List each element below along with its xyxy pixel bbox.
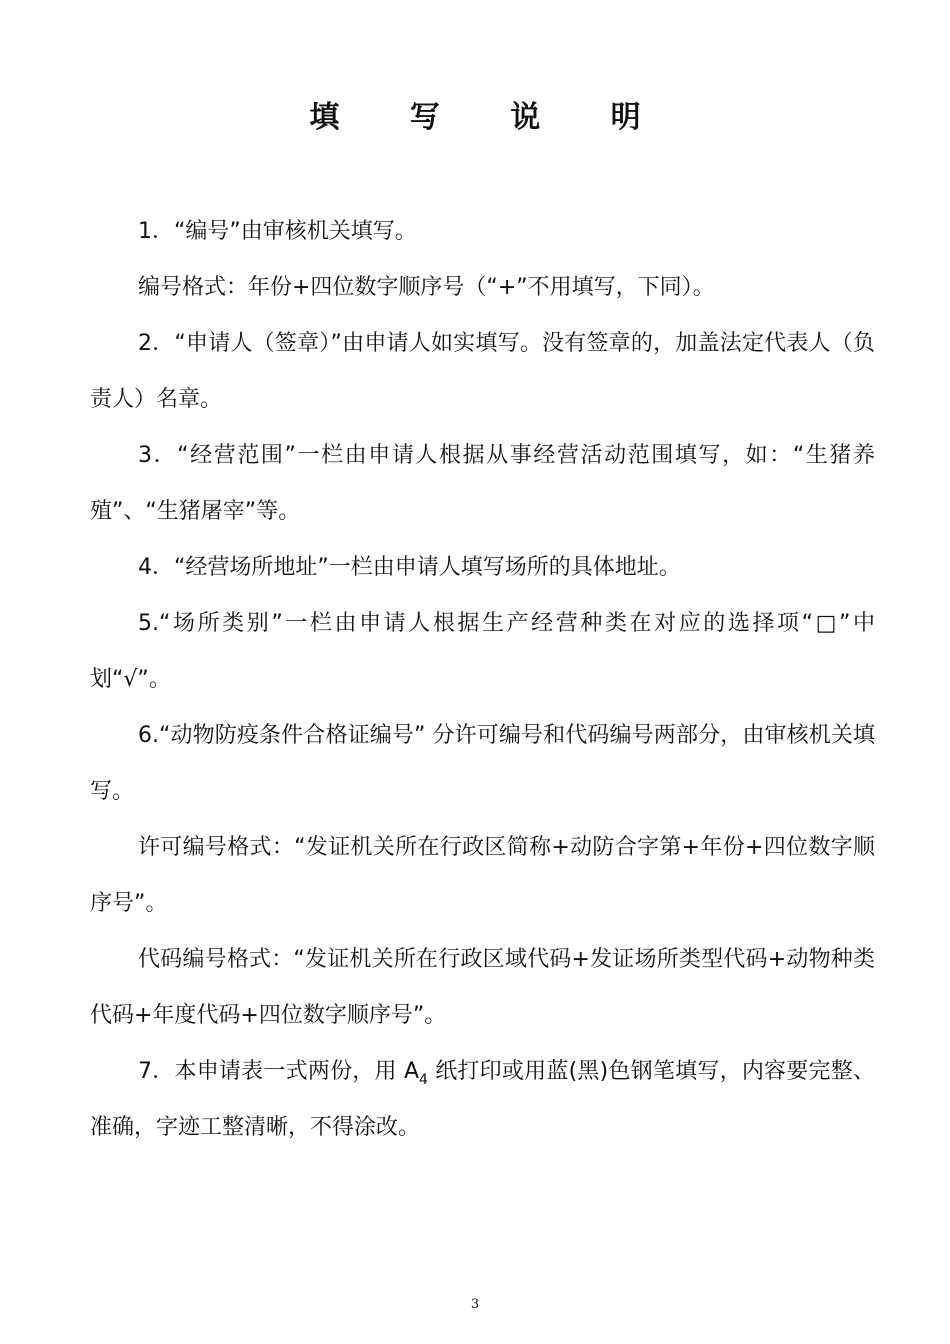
- instruction-item-7-end: 纸打印或用蓝(黑)色钢笔填写，内容要完整、准确，字迹工整清晰，不得涂改。: [90, 1059, 875, 1140]
- instruction-number-format: 编号格式：年份+四位数字顺序号（“+”不用填写，下同）。: [138, 275, 715, 300]
- page-number: 3: [470, 1297, 480, 1312]
- page-title: 填 写 说 明: [309, 100, 671, 135]
- instruction-item-5: 5.“场所类别”一栏由申请人根据生产经营种类在对应的选择项“□”中划“√”。: [90, 611, 875, 692]
- instruction-item-7-start: 7．本申请表一式两份，用 A: [138, 1059, 420, 1084]
- instructions-body: [90, 204, 875, 1156]
- paper-size-subscript: 4: [419, 1072, 428, 1088]
- instruction-item-1: 1．“编号”由审核机关填写。: [138, 219, 417, 244]
- instruction-license-number-format: 许可编号格式：“发证机关所在行政区简称+动防合字第+年份+四位数字顺序号”。: [90, 835, 875, 916]
- instruction-item-7: [90, 1044, 875, 1156]
- instruction-item-6: 6.“动物防疫条件合格证编号” 分许可编号和代码编号两部分，由审核机关填写。: [90, 723, 875, 804]
- instruction-item-2: 2．“申请人（签章）”由申请人如实填写。没有签章的，加盖法定代表人（负责人）名章。: [90, 331, 875, 412]
- instruction-item-3: 3．“经营范围”一栏由申请人根据从事经营活动范围填写，如：“生猪养殖”、“生猪屠宰”等。: [90, 443, 875, 524]
- instruction-code-number-format: 代码编号格式：“发证机关所在行政区域代码+发证场所类型代码+动物种类代码+年度代码+四位数字顺序号”。: [90, 947, 875, 1028]
- instruction-item-4: 4．“经营场所地址”一栏由申请人填写场所的具体地址。: [138, 555, 681, 580]
